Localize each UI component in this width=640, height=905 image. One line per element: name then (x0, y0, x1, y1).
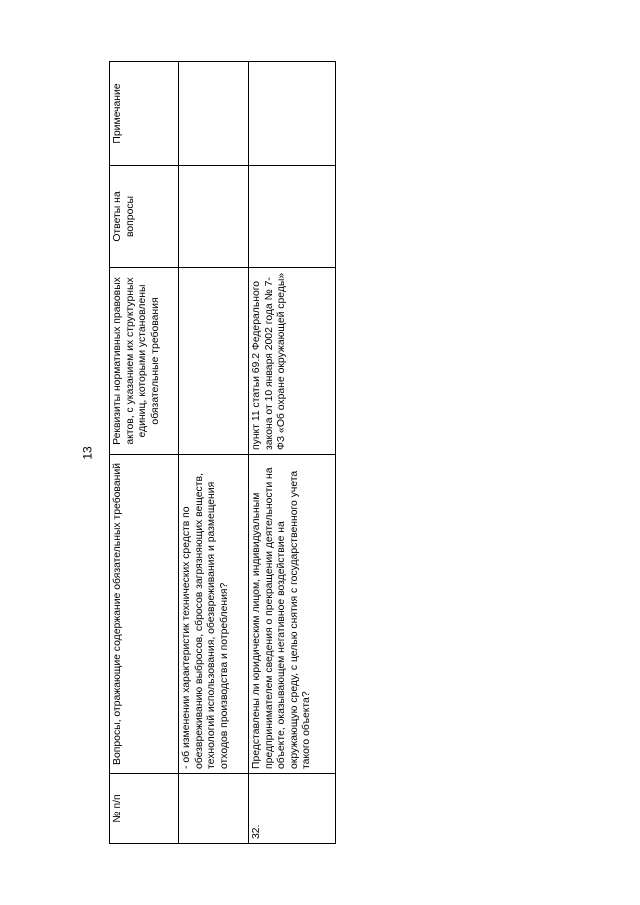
row-requisites: пункт 11 статьи 69.2 Федерального закона от 10 января 2002 года № 7-ФЗ «Об охране окружающей среды» (249, 268, 336, 455)
row-number: 32. (249, 774, 336, 844)
row-answer (249, 166, 336, 268)
checklist-table-container (109, 62, 335, 844)
row-number (179, 774, 249, 844)
table-header-row (110, 62, 179, 844)
header-note: Примечание (110, 62, 179, 166)
row-note (179, 62, 249, 166)
header-number: № п/п (110, 774, 179, 844)
checklist-table (109, 61, 336, 844)
header-requisites: Реквизиты нормативных правовых актов, с указанием их структурных единиц, которыми установлены обязательные требования (110, 268, 179, 455)
row-question: Представлены ли юридическим лицом, индивидуальным предпринимателем сведения о прекращении деятельности на объекте, оказывающем негативное воздействие на окружающую среду, с целью снятия с государственного учета такого объекта? (249, 455, 336, 774)
header-answers: Ответы на вопросы (110, 166, 179, 268)
table-row (249, 62, 336, 844)
page-number-text: 13 (80, 446, 95, 460)
header-questions: Вопросы, отражающие содержание обязательных требований (110, 455, 179, 774)
row-question: - об изменении характеристик технических средств по обезвреживанию выбросов, сбросов загрязняющих веществ, технологий использования, обезвреживания и размещения отходов производства и потребления? (179, 455, 249, 774)
row-answer (179, 166, 249, 268)
row-requisites (179, 268, 249, 455)
table-row (179, 62, 249, 844)
row-note (249, 62, 336, 166)
page-number (80, 443, 96, 463)
